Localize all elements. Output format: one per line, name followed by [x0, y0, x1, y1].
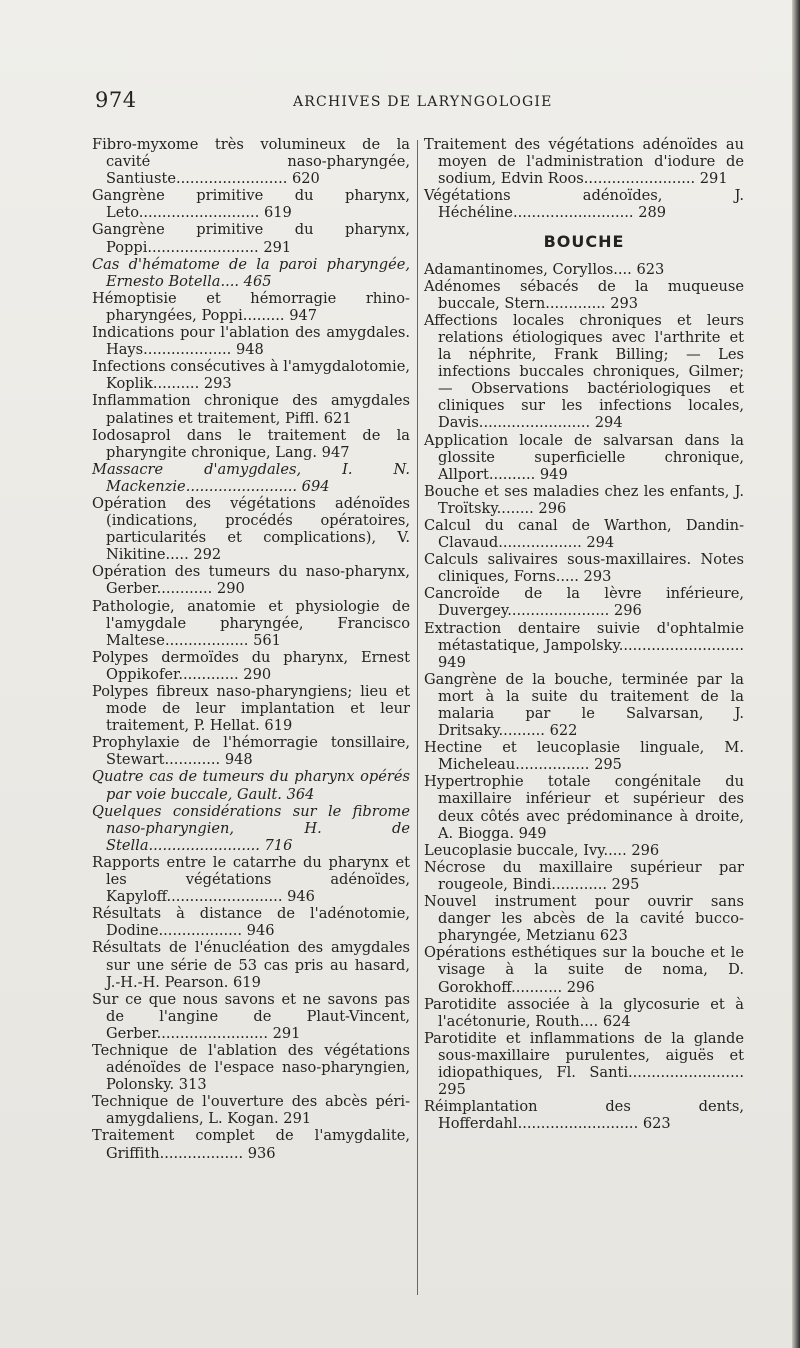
index-entry: Opérations esthétiques sur la bouche et le visage à la suite de noma, D. Gorokhoff........... 296	[424, 944, 744, 996]
index-entry: Application locale de salvarsan dans la glossite superficielle chronique, Allport.......... 949	[424, 431, 744, 483]
page-number: 974	[95, 88, 137, 112]
index-entry: Technique de l'ouverture des abcès péri-amygdaliens, L. Kogan. 291	[92, 1093, 410, 1128]
index-entry: Nécrose du maxillaire supérieur par rougeole, Bindi............ 295	[424, 858, 744, 893]
index-entry: Traitement des végétations adénoïdes au moyen de l'administration d'iodure de sodium, Edvin Roos........................ 291	[424, 136, 744, 188]
index-entry: Gangrène primitive du pharynx, Leto.......................... 619	[92, 187, 410, 222]
column-divider	[417, 140, 418, 1295]
left-column	[92, 136, 410, 1162]
index-entry: Parotidite associée à la glycosurie et à l'acétonurie, Routh.... 624	[424, 995, 744, 1030]
index-entry: Affections locales chroniques et leurs relations étiologiques avec l'arthrite et la néphrite, Frank Billing; — Les infections buccales chroniques, Gilmer; — Observations bactériologiques et cliniques sur les infections locales, Davis........................ 294	[424, 311, 744, 432]
index-entry: Quatre cas de tumeurs du pharynx opérés par voie buccale, Gault. 364	[92, 768, 410, 803]
index-entry: Gangrène de la bouche, terminée par la mort à la suite du traitement de la malaria par le Salvarsan, J. Dritsaky.......... 622	[424, 670, 744, 740]
index-entry: Leucoplasie buccale, Ivy..... 296	[424, 841, 660, 859]
index-entry: Hémoptisie et hémorragie rhino-pharyngées, Poppi......... 947	[92, 289, 410, 324]
index-entry: Iodosaprol dans le traitement de la pharyngite chronique, Lang. 947	[92, 426, 410, 461]
index-entry: Extraction dentaire suivie d'ophtalmie métastatique, Jampolsky........................... 949	[424, 619, 744, 671]
page-header	[95, 88, 740, 118]
index-entry: Opération des végétations adénoïdes (indications, procédés opératoires, particularités et complications), V. Nikitine..... 292	[92, 494, 410, 564]
index-entry: Calcul du canal de Warthon, Dandin-Clavaud.................. 294	[424, 516, 744, 552]
index-entry: Massacre d'amygdales, I. N. Mackenzie........................ 694	[92, 460, 410, 495]
index-entry: Opération des tumeurs du naso-pharynx, Gerber............ 290	[92, 563, 410, 598]
index-entry: Quelques considérations sur le fibrome naso-pharyngien, H. de Stella........................ 716	[92, 802, 410, 854]
index-entry: Pathologie, anatomie et physiologie de l'amygdale pharyngée, Francisco Maltese.................. 561	[92, 597, 410, 649]
index-entry: Polypes fibreux naso-pharyngiens; lieu et mode de leur implantation et leur traitement, P. Hellat. 619	[92, 683, 410, 735]
index-entry: Résultats de l'énucléation des amygdales sur une série de 53 cas pris au hasard, J.-H.-H. Pearson. 619	[92, 939, 410, 991]
index-entry: Technique de l'ablation des végétations adénoïdes de l'espace naso-pharyngien, Polonsky. 313	[92, 1041, 410, 1094]
index-entry: Traitement complet de l'amygdalite, Griffith.................. 936	[92, 1127, 410, 1162]
index-entry: Réimplantation des dents, Hofferdahl.......................... 623	[424, 1098, 744, 1133]
index-entry: Prophylaxie de l'hémorragie tonsillaire, Stewart............ 948	[92, 734, 410, 769]
running-title: ARCHIVES DE LARYNGOLOGIE	[293, 94, 553, 110]
right-column	[424, 136, 744, 1132]
index-entry: Bouche et ses maladies chez les enfants, J. Troïtsky........ 296	[424, 482, 744, 517]
index-entry: Indications pour l'ablation des amygdales. Hays................... 948	[92, 324, 410, 359]
index-entry: Sur ce que nous savons et ne savons pas de l'angine de Plaut-Vincent, Gerber........................ 291	[92, 990, 410, 1042]
index-entry: Cas d'hématome de la paroi pharyngée, Ernesto Botella.... 465	[92, 255, 410, 290]
index-entry: Gangrène primitive du pharynx, Poppi........................ 291	[92, 221, 410, 256]
index-entry: Parotidite et inflammations de la glande sous-maxillaire purulentes, aiguës et idiopathiques, Fl. Santi......................... 295	[424, 1029, 744, 1099]
index-entry: Rapports entre le catarrhe du pharynx et les végétations adénoïdes, Kapyloff......................... 946	[92, 853, 410, 906]
index-entry: Résultats à distance de l'adénotomie, Dodine.................. 946	[92, 905, 410, 940]
index-entry: Adénomes sébacés de la muqueuse buccale, Stern............. 293	[424, 277, 744, 312]
section-heading-bouche: BOUCHE	[543, 232, 625, 252]
index-entry: Calculs salivaires sous-maxillaires. Notes cliniques, Forns..... 293	[424, 551, 744, 586]
index-entry: Infections consécutives à l'amygdalotomie, Koplik.......... 293	[92, 358, 410, 393]
index-entry: Inflammation chronique des amygdales palatines et traitement, Piffl. 621	[92, 392, 410, 427]
index-entry: Hypertrophie totale congénitale du maxillaire inférieur et supérieur des deux côtés avec prédominance à droite, A. Biogga. 949	[424, 773, 744, 842]
index-entry: Hectine et leucoplasie linguale, M. Micheleau................ 295	[424, 739, 744, 774]
index-entry: Fibro-myxome très volumineux de la cavité naso-pharyngée, Santiuste........................ 620	[92, 136, 410, 188]
index-entry: Nouvel instrument pour ouvrir sans danger les abcès de la cavité bucco-pharyngée, Metzianu 623	[424, 893, 744, 945]
page-edge-shadow	[792, 0, 800, 1348]
index-entry: Végétations adénoïdes, J. Héchéline.......................... 289	[424, 187, 744, 222]
index-entry: Polypes dermoïdes du pharynx, Ernest Oppikofer............. 290	[92, 648, 410, 683]
index-entry: Adamantinomes, Coryllos.... 623	[424, 260, 665, 278]
index-entry: Cancroïde de la lèvre inférieure, Duvergey...................... 296	[424, 585, 744, 620]
